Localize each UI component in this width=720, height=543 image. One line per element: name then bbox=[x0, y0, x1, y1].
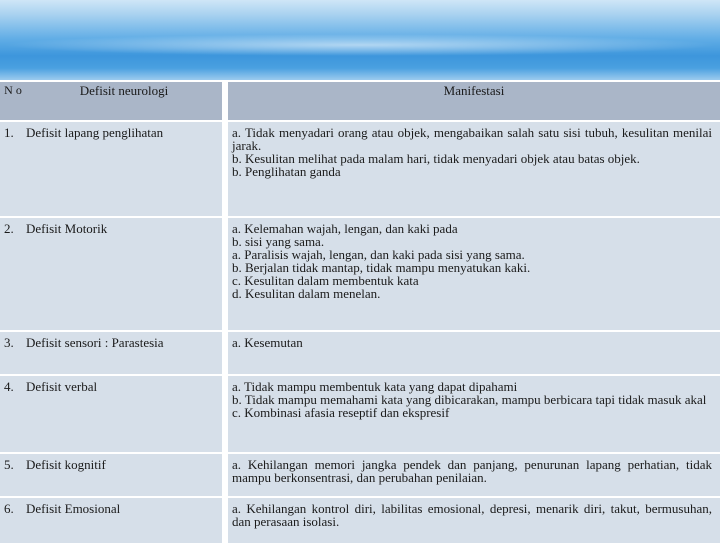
manifestation-item: a. Kelemahan wajah, lengan, dan kaki pada bbox=[232, 221, 458, 236]
manifestation-cell bbox=[228, 217, 720, 331]
table-row bbox=[0, 453, 720, 497]
deficit-name: Defisit Emosional bbox=[26, 497, 222, 543]
manifestation-cell bbox=[228, 375, 720, 453]
title-banner bbox=[0, 0, 720, 80]
manifestation-item: b. Berjalan tidak mantap, tidak mampu menyatukan kaki. bbox=[232, 260, 531, 275]
manifestation-cell bbox=[228, 121, 720, 217]
row-number: 5. bbox=[0, 453, 26, 497]
table-row bbox=[0, 217, 720, 331]
table-row bbox=[0, 375, 720, 453]
manifestation-item: b. Penglihatan ganda bbox=[232, 164, 341, 179]
manifestation-item: b. Tidak mampu memahami kata yang dibicarakan, mampu berbicara tapi tidak masuk akal bbox=[232, 392, 707, 407]
manifestation-item: a. Kehilangan memori jangka pendek dan panjang, penurunan lapang perhatian, tidak mampu berkonsentrasi, dan perubahan penilaian. bbox=[232, 457, 712, 485]
manifestation-item: a. Paralisis wajah, lengan, dan kaki pada sisi yang sama. bbox=[232, 247, 525, 262]
manifestation-item: a. Tidak menyadari orang atau objek, mengabaikan salah satu sisi tubuh, kesulitan menilai jarak. bbox=[232, 125, 712, 153]
manifestation-cell bbox=[228, 331, 720, 375]
deficit-name: Defisit Motorik bbox=[26, 217, 222, 331]
row-number: 2. bbox=[0, 217, 26, 331]
manifestation-item: c. Kombinasi afasia reseptif dan ekspresif bbox=[232, 405, 450, 420]
manifestation-item: b. Kesulitan melihat pada malam hari, tidak menyadari objek atau batas objek. bbox=[232, 151, 640, 166]
header-deficit: Defisit neurologi bbox=[26, 82, 222, 121]
neurological-deficit-table bbox=[0, 82, 720, 543]
table-row bbox=[0, 121, 720, 217]
manifestation-cell bbox=[228, 497, 720, 543]
manifestation-item: a. Kehilangan kontrol diri, labilitas emosional, depresi, menarik diri, takut, bermusuhan, dan perasaan isolasi. bbox=[232, 501, 712, 529]
row-number: 4. bbox=[0, 375, 26, 453]
deficit-name: Defisit kognitif bbox=[26, 453, 222, 497]
table-header-row bbox=[0, 82, 720, 121]
manifestation-item: c. Kesulitan dalam membentuk kata bbox=[232, 273, 419, 288]
header-no: N o bbox=[0, 82, 26, 121]
table-row bbox=[0, 331, 720, 375]
table-row bbox=[0, 497, 720, 543]
manifestation-item: d. Kesulitan dalam menelan. bbox=[232, 286, 381, 301]
deficit-name: Defisit lapang penglihatan bbox=[26, 121, 222, 217]
row-number: 3. bbox=[0, 331, 26, 375]
deficit-name: Defisit verbal bbox=[26, 375, 222, 453]
banner-glow bbox=[0, 34, 720, 56]
manifestation-item: b. sisi yang sama. bbox=[232, 234, 325, 249]
manifestation-item: a. Tidak mampu membentuk kata yang dapat dipahami bbox=[232, 379, 518, 394]
deficit-name: Defisit sensori : Parastesia bbox=[26, 331, 222, 375]
header-manifestation: Manifestasi bbox=[228, 82, 720, 121]
row-number: 6. bbox=[0, 497, 26, 543]
manifestation-item: a. Kesemutan bbox=[232, 335, 303, 350]
row-number: 1. bbox=[0, 121, 26, 217]
manifestation-cell bbox=[228, 453, 720, 497]
